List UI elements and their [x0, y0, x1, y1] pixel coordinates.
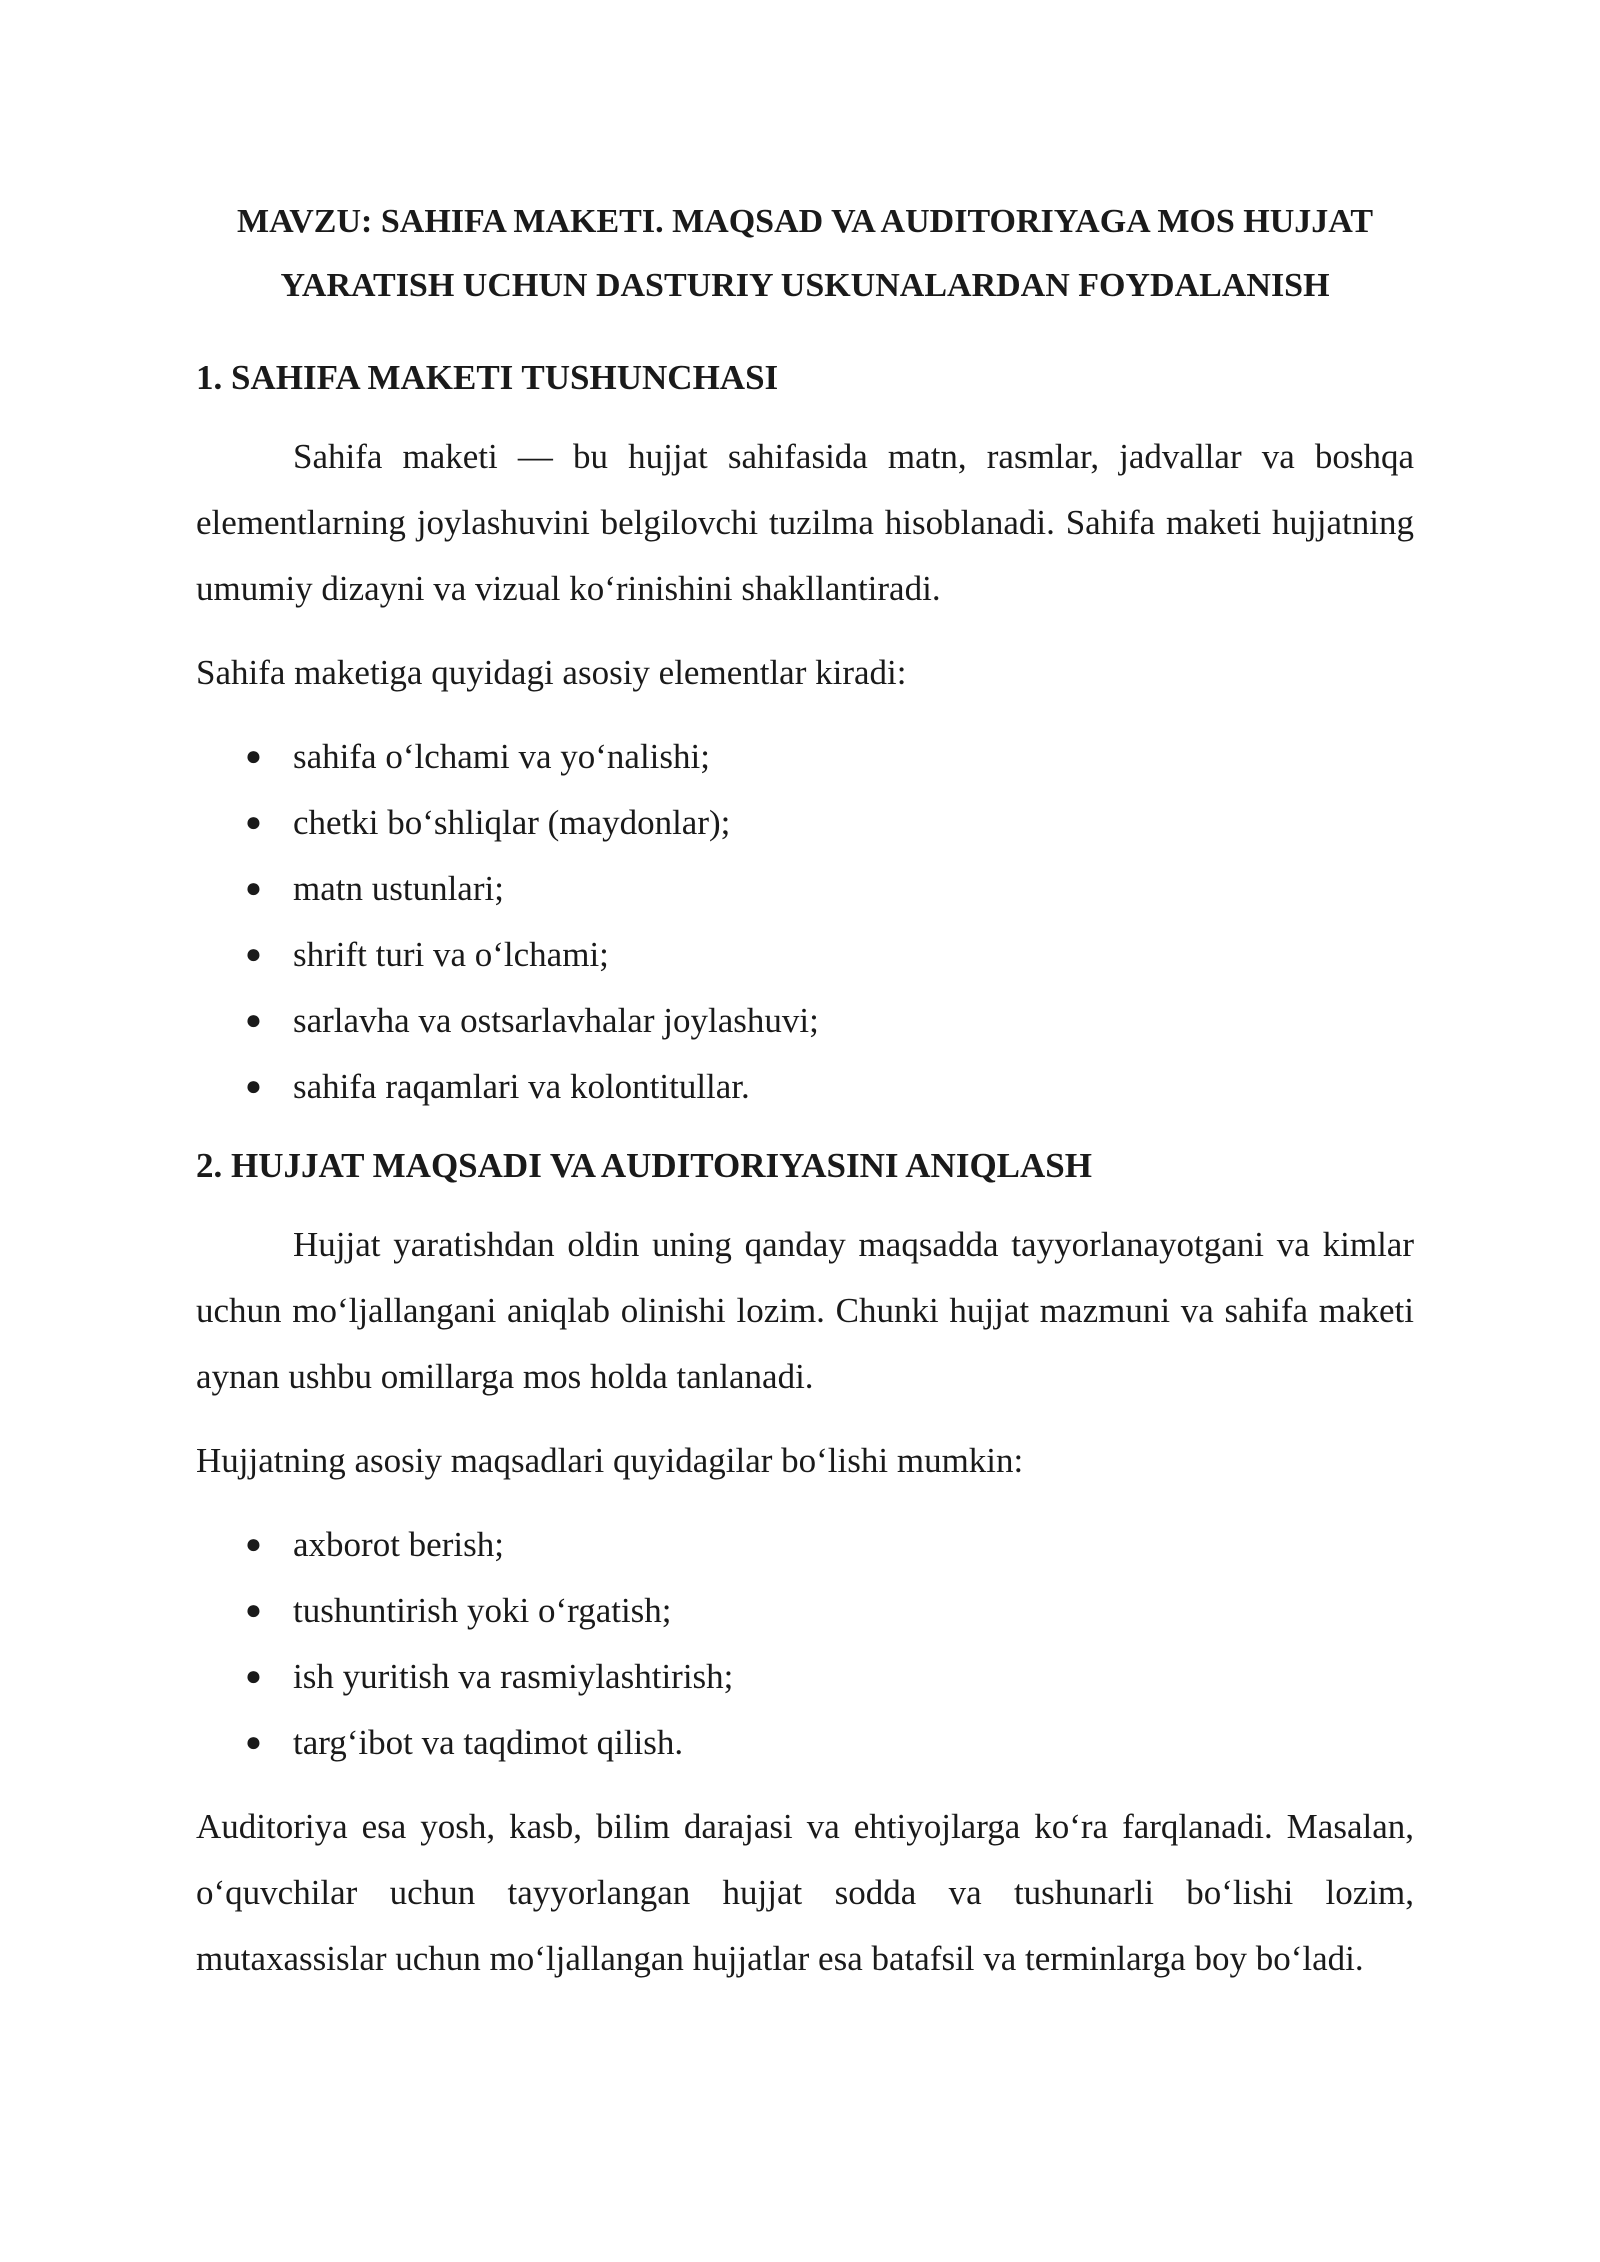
list-item	[196, 1512, 1414, 1578]
section-1-heading: 1. SAHIFA MAKETI TUSHUNCHASI	[196, 358, 779, 397]
list-item	[196, 988, 1414, 1054]
list-item	[196, 790, 1414, 856]
bullet-icon: ●	[245, 1005, 262, 1036]
bullet-icon: ●	[245, 1727, 262, 1758]
bullet-icon: ●	[245, 1595, 262, 1626]
list-item	[196, 922, 1414, 988]
section-1-bullet-list	[196, 724, 1414, 1120]
list-item-text: chetki bo‘shliqlar (maydonlar);	[293, 803, 731, 842]
list-item-text: sarlavha va ostsarlavhalar joylashuvi;	[293, 1001, 819, 1040]
list-item-text: shrift turi va o‘lchami;	[293, 935, 609, 974]
document-page	[196, 190, 1414, 2010]
section-2-paragraph-1: Hujjat yaratishdan oldin uning qanday maqsadda tayyorlanayotgani va kimlar uchun mo‘ljallangani aniqlab olinishi lozim. Chunki hujjat mazmuni va sahifa maketi aynan ushbu omillarga mos holda tanlanadi.	[196, 1225, 1414, 1396]
document-title	[196, 190, 1414, 318]
bullet-icon: ●	[245, 807, 262, 838]
bullet-icon: ●	[245, 1661, 262, 1692]
list-item-text: tushuntirish yoki o‘rgatish;	[293, 1591, 672, 1630]
list-item-text: axborot berish;	[293, 1525, 504, 1564]
list-item-text: targ‘ibot va taqdimot qilish.	[293, 1723, 684, 1762]
bullet-icon: ●	[245, 1529, 262, 1560]
list-item	[196, 1578, 1414, 1644]
list-item	[196, 1644, 1414, 1710]
bullet-icon: ●	[245, 939, 262, 970]
list-item	[196, 856, 1414, 922]
section-2-paragraph-3: Auditoriya esa yosh, kasb, bilim darajasi va ehtiyojlarga ko‘ra farqlanadi. Masalan, o‘quvchilar uchun tayyorlangan hujjat sodda va tushunarli bo‘lishi lozim, mutaxassislar uchun mo‘ljallangan hujjatlar esa batafsil va terminlarga boy bo‘ladi.	[196, 1807, 1414, 1978]
list-item-text: matn ustunlari;	[293, 869, 504, 908]
section-2-bullet-list	[196, 1512, 1414, 1776]
list-item-text: ish yuritish va rasmiylashtirish;	[293, 1657, 734, 1696]
section-2-heading: 2. HUJJAT MAQSADI VA AUDITORIYASINI ANIQLASH	[196, 1146, 1092, 1185]
section-2-paragraph-2: Hujjatning asosiy maqsadlari quyidagilar bo‘lishi mumkin:	[196, 1441, 1024, 1480]
list-item	[196, 724, 1414, 790]
list-item	[196, 1710, 1414, 1776]
document-title-line-2: YARATISH UCHUN DASTURIY USKUNALARDAN FOYDALANISH	[280, 267, 1330, 304]
list-item-text: sahifa o‘lchami va yo‘nalishi;	[293, 737, 710, 776]
list-item	[196, 1054, 1414, 1120]
document-title-line-1: MAVZU: SAHIFA MAKETI. MAQSAD VA AUDITORIYAGA MOS HUJJAT	[236, 203, 1374, 240]
bullet-icon: ●	[245, 741, 262, 772]
bullet-icon: ●	[245, 873, 262, 904]
section-1-paragraph-2: Sahifa maketiga quyidagi asosiy elementlar kiradi:	[196, 653, 907, 692]
list-item-text: sahifa raqamlari va kolontitullar.	[293, 1067, 750, 1106]
bullet-icon: ●	[245, 1071, 262, 1102]
section-1-paragraph-1: Sahifa maketi — bu hujjat sahifasida matn, rasmlar, jadvallar va boshqa elementlarning joylashuvini belgilovchi tuzilma hisoblanadi. Sahifa maketi hujjatning umumiy dizayni va vizual ko‘rinishini shakllantiradi.	[196, 437, 1414, 608]
